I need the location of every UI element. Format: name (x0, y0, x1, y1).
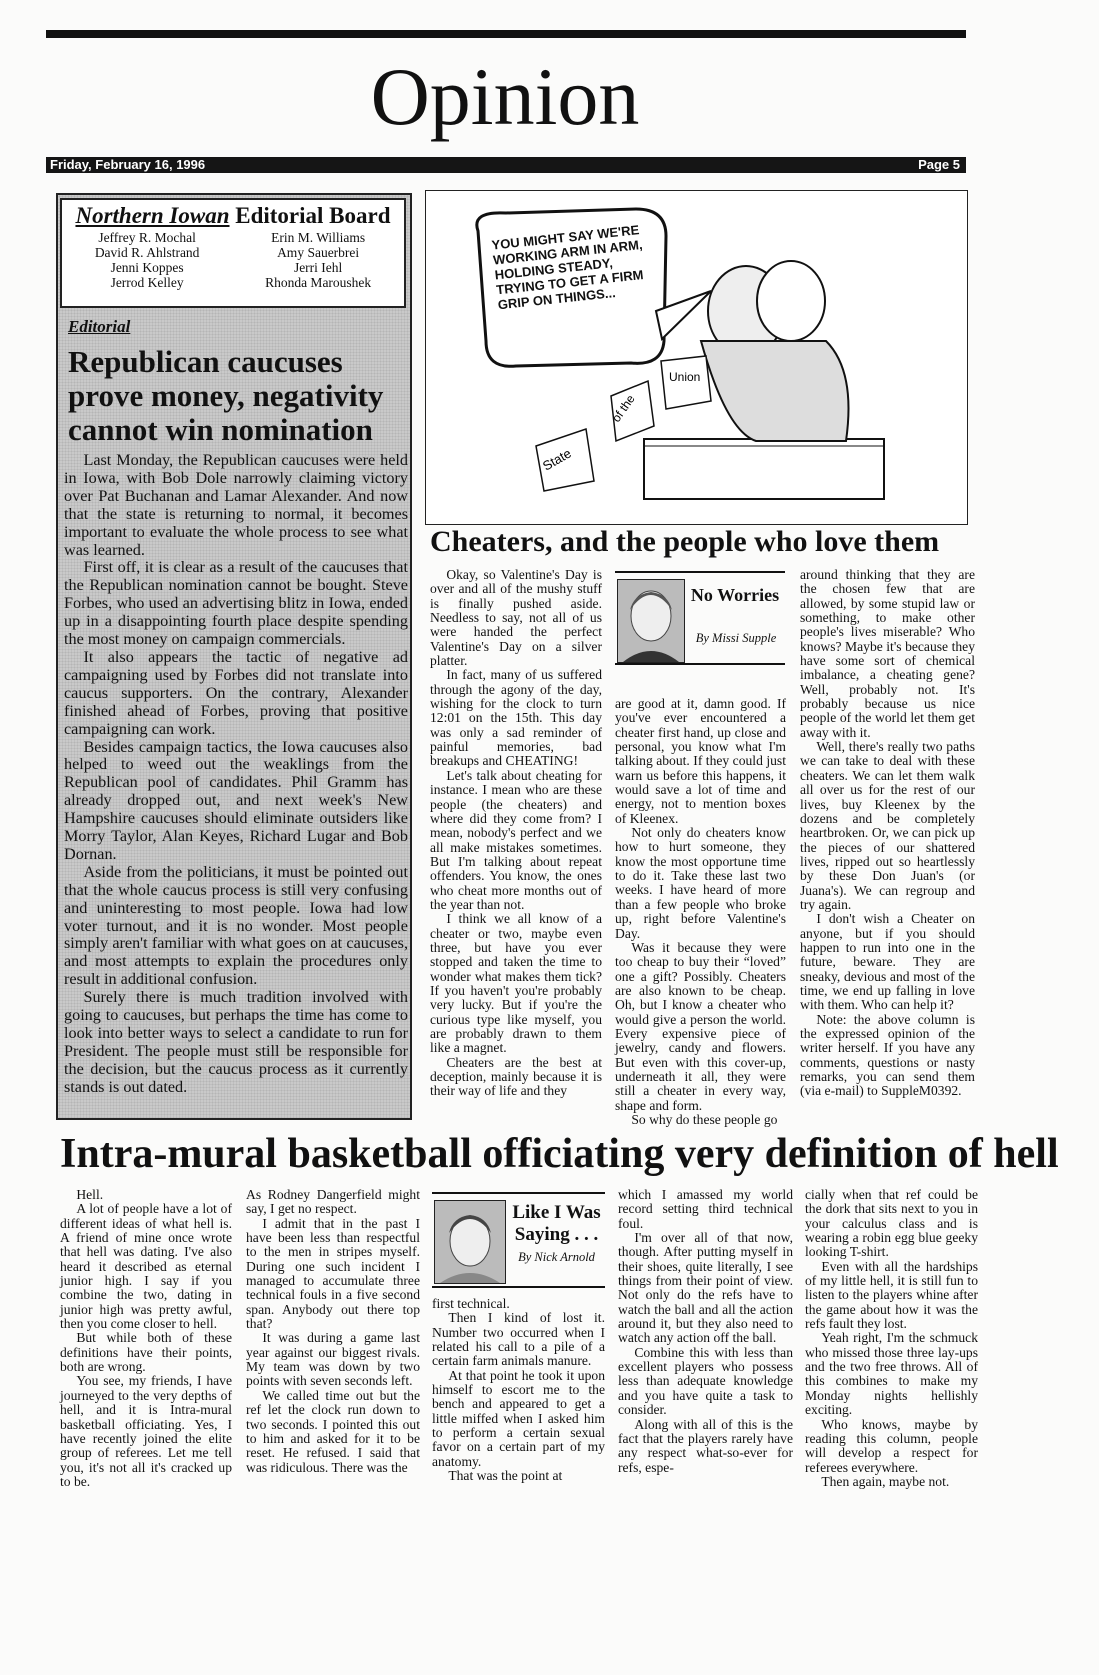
like-i-was-saying-column-box (432, 1192, 605, 1288)
no-worries-column-box (615, 571, 785, 665)
cheaters-column-2 (615, 697, 786, 1127)
paragraph: Last Monday, the Republican caucuses were held in Iowa, with Bob Dole narrowly claiming victory over Pat Buchanan and Lamar Alexander. And now that the state is returning to normal, it becomes important to evaluate the whole process to see what was learned. (64, 451, 408, 559)
column-name: No Worries (690, 585, 780, 605)
board-member: Jerrod Kelley (110, 275, 184, 290)
label-union: Union (669, 370, 701, 384)
paragraph: A lot of people have a lot of different ideas of what hell is. A friend of mine once wrote that hell was dating. I've also heard it described as eternal junior high. I say if you combine the two, dating in junior high was pretty awful, then you come closer to hell. (60, 1201, 232, 1332)
paragraph: Who knows, maybe by reading this column, people will develop a respect for referees everywhere. (805, 1416, 978, 1475)
basketball-column-5 (805, 1188, 978, 1489)
section-title: Opinion (370, 51, 640, 142)
paragraph: I'm over all of that now, though. After putting myself in their shoes, quite literally, I see things from their point of view. Not only do the refs have to watch the ball and all the action around it, but they also need to watch any action off the ball. (618, 1230, 793, 1346)
cartoon-speech: YOU MIGHT SAY WE'RE WORKING ARM IN ARM, HOLDING STEADY, TRYING TO GET A FIRM GRIP ON THINGS... (490, 222, 645, 313)
date-bar (46, 157, 966, 173)
paragraph: So why do these people go (631, 1111, 778, 1127)
label-of-the: of the (608, 392, 638, 425)
author-photo (434, 1200, 506, 1284)
paragraph: Cheaters are the best at deception, mainly because it is their way of life and they (430, 1054, 602, 1099)
basketball-column-1 (60, 1188, 232, 1489)
paragraph: Surely there is much tradition involved with going to caucuses, but perhaps the time has come to look into better ways to select a candidate to run for President. The people must still be responsible for the decision, but the caucus process as it currently stands is out dated. (64, 988, 408, 1096)
paragraph: It also appears the tactic of negative ad campaigning used by Forbes did not translate into caucus supporters. On the contrary, Alexander finished ahead of Forbes, proving that positive campaigning can work. (64, 647, 408, 738)
board-member: Jenni Koppes (110, 260, 184, 275)
editorial-board-box (60, 198, 406, 308)
author-photo (617, 579, 685, 663)
editorial-board-title: Northern Iowan Editorial Board (75, 203, 391, 228)
top-rule (46, 30, 966, 38)
editorial-body (64, 452, 408, 1097)
board-member: Rhonda Maroushek (265, 275, 372, 290)
paragraph: first technical. (432, 1296, 510, 1311)
board-member: Jerri Iehl (293, 260, 343, 275)
paragraph: Let's talk about cheating for instance. I mean who are these people (the cheaters) and where did they come from? I mean, nobody's perfect and we all make mistakes sometimes. But I'm talking about repeat offenders. You know, the ones who cheat more months out of the year than not. (430, 767, 602, 912)
paragraph: In fact, many of us suffered through the agony of the day, wishing for the clock to turn 12:01 on the 15th. This day was only a sad reminder of painful memories, bad breakups and CHEATING! (430, 667, 602, 769)
byline: By Missi Supple (695, 631, 777, 645)
paragraph: Not only do cheaters know how to hurt someone, they know the most opportune time to do it. Take these last two weeks. I have heard of more than a few people who broke up, right before Valentine's Day. (615, 825, 786, 941)
basketball-column-2 (246, 1188, 420, 1475)
basketball-column-3 (432, 1297, 605, 1483)
podium (644, 439, 884, 499)
paragraph: Was it because they were too cheap to buy their “loved” one a gift? Possibly. Cheaters are also known to be cheap. Oh, but I know a cheater who would give a person the world. Every expensive piece of jewelry, candy and flowers. But even with this cover-up, underneath it all, they were still a cheater in every way, shape and form. (615, 939, 786, 1113)
editorial-headline: Republican caucuses prove money, negativity cannot win nomination (68, 344, 384, 447)
paragraph: Combine this with less than excellent players who possess less than adequate knowledge and you have quite a task to consider. (618, 1344, 793, 1418)
paragraph: Okay, so Valentine's Day is over and all of the mushy stuff is finally pushed aside. Needless to say, not all of us were handed the perfect Valentine's Day on a silver platter. (430, 567, 602, 669)
board-member: Amy Sauerbrei (277, 245, 360, 260)
cheaters-column-3 (800, 568, 975, 1099)
paragraph: As Rodney Dangerfield might say, I get no respect. (246, 1187, 420, 1217)
board-members-right (265, 230, 371, 290)
paragraph: You see, my friends, I have journeyed to the very depths of hell, and it is Intra-mural basketball officiating. Yes, I have recently joined the elite group of referees. Let me tell you, it's not all it's cracked up to be. (60, 1373, 232, 1489)
paragraph: cially when that ref could be the dork that sits next to you in your calculus class and is wearing a robin egg blue geeky looking T-shirt. (805, 1187, 978, 1260)
paragraph: Note: the above column is the expressed opinion of the writer herself. If you have any comments, questions or nasty remarks, you can send them (via e-mail) to SuppleM0392. (800, 1011, 975, 1099)
board-member: David R. Ahlstrand (94, 245, 200, 260)
paragraph: That was the point at (448, 1468, 563, 1484)
paragraph: Hell. (76, 1187, 104, 1202)
paragraph: I think we all know of a cheater or two, maybe even three, but have you ever stopped and taken the time to wonder what makes them tick? If you haven't you're probably very lucky. But if you're the curious type like myself, you are probably drawn to them like a magnet. (430, 911, 602, 1056)
label-state: State (540, 445, 574, 474)
paragraph: Then again, maybe not. (821, 1473, 950, 1489)
cheaters-headline: Cheaters, and the people who love them (430, 525, 940, 558)
paragraph: Yeah right, I'm the schmuck who missed those three lay-ups and the two free throws. All of this combines to make my Monday nights hellishly exciting. (805, 1330, 978, 1418)
paragraph: First off, it is clear as a result of the caucuses that the Republican nomination cannot be bought. Steve Forbes, who used an advertising blitz in Iowa, ended up in a disappointing fourth place despite spending the most money on campaign commercials. (64, 558, 408, 649)
column-name: Like I Was Saying . . . (512, 1202, 601, 1245)
paragraph: But while both of these definitions have their points, both are wrong. (60, 1330, 232, 1375)
paragraph: Well, there's really two paths we can take to deal with these cheaters. We can let them walk all over us for the rest of our lives, buy Kleenex by the dozens and be completely heartbroken. Or, we can pick up the pieces of our shattered lives, ripped out so heartlessly by these Don Juan's (or Juana's). We can regroup and try again. (800, 739, 975, 912)
paragraph: It was during a game last year against our biggest rivals. My team was down by two points with seven seconds left. (246, 1330, 420, 1389)
page-number: Page 5 (918, 157, 960, 172)
basketball-headline: Intra-mural basketball officiating very definition of hell (60, 1131, 1059, 1177)
paragraph: Besides campaign tactics, the Iowa caucuses also helped to weed out the weaklings from the Republican pool of candidates. Phil Gramm has already dropped out, and next week's New Hampshire caucuses should eliminate outsiders like Morry Taylor, Alan Keyes, Richard Lugar and Bob Dornan. (64, 737, 408, 863)
issue-date: Friday, February 16, 1996 (50, 157, 206, 172)
paragraph: around thinking that they are the chosen few that are allowed, by some stupid law or something, to make other people's lives miserable? Who knows? Maybe it's because they have some sort of chemical imbalance, a cheating gene? Well, probably not. It's probably because us nice people of the world let them get away with it. (800, 567, 975, 740)
editorial-label: Editorial (68, 317, 131, 336)
paragraph: Then I kind of lost it. Number two occurred when I related his call to a pile of a certain farm animals manure. (432, 1310, 605, 1369)
board-member: Jeffrey R. Mochal (98, 230, 196, 245)
figure-head-right (757, 261, 825, 341)
paragraph: which I amassed my world record setting third technical foul. (618, 1187, 793, 1231)
basketball-column-4 (618, 1188, 793, 1475)
figure-bodies (701, 341, 849, 441)
paragraph: We called time out but the ref let the clock run down to two seconds. I pointed this out to him and asked for it to be reset. He refused. I said that was ridiculous. There was the (246, 1387, 420, 1475)
paragraph: Along with all of this is the fact that the players rarely have any respect what-so-ever for refs, espe- (618, 1416, 793, 1475)
paragraph: Even with all the hardships of my little hell, it is still fun to listen to the players whine after the game about how it was the refs fault they lost. (805, 1258, 978, 1332)
board-member: Erin M. Williams (271, 230, 366, 245)
paragraph: I don't wish a Cheater on anyone, but if you should happen to run into one in the future, beware. They are sneaky, devious and most of the time, we end up falling in love with them. Who can help it? (800, 911, 975, 1013)
paragraph: I admit that in the past I have been less than respectful to the men in stripes myself. During one such incident I managed to accumulate three technical fouls in a five second span. Anybody out there top that? (246, 1215, 420, 1332)
paragraph: At that point he took it upon himself to escort me to the bench and appeared to get a little miffed when I asked him to perform a certain sexual favor on a certain part of my anatomy. (432, 1367, 605, 1469)
byline: By Nick Arnold (518, 1250, 595, 1264)
paragraph: Aside from the politicians, it must be pointed out that the whole caucus process is still very confusing and uninteresting to most people. Iowa had low voter turnout, and it is no wonder. Most people simply aren't familiar with what goes on at caucuses, and most attempts to explain the procedures only result in additional confusion. (64, 862, 408, 989)
board-members-left (95, 230, 200, 290)
paragraph: are good at it, damn good. If you've ever encountered a cheater first hand, up close and personal, you know what I'm talking about. If they could just warn us before this happens, it would save a lot of time and energy, not to mention boxes of Kleenex. (615, 696, 786, 826)
cheaters-column-1 (430, 568, 602, 1099)
